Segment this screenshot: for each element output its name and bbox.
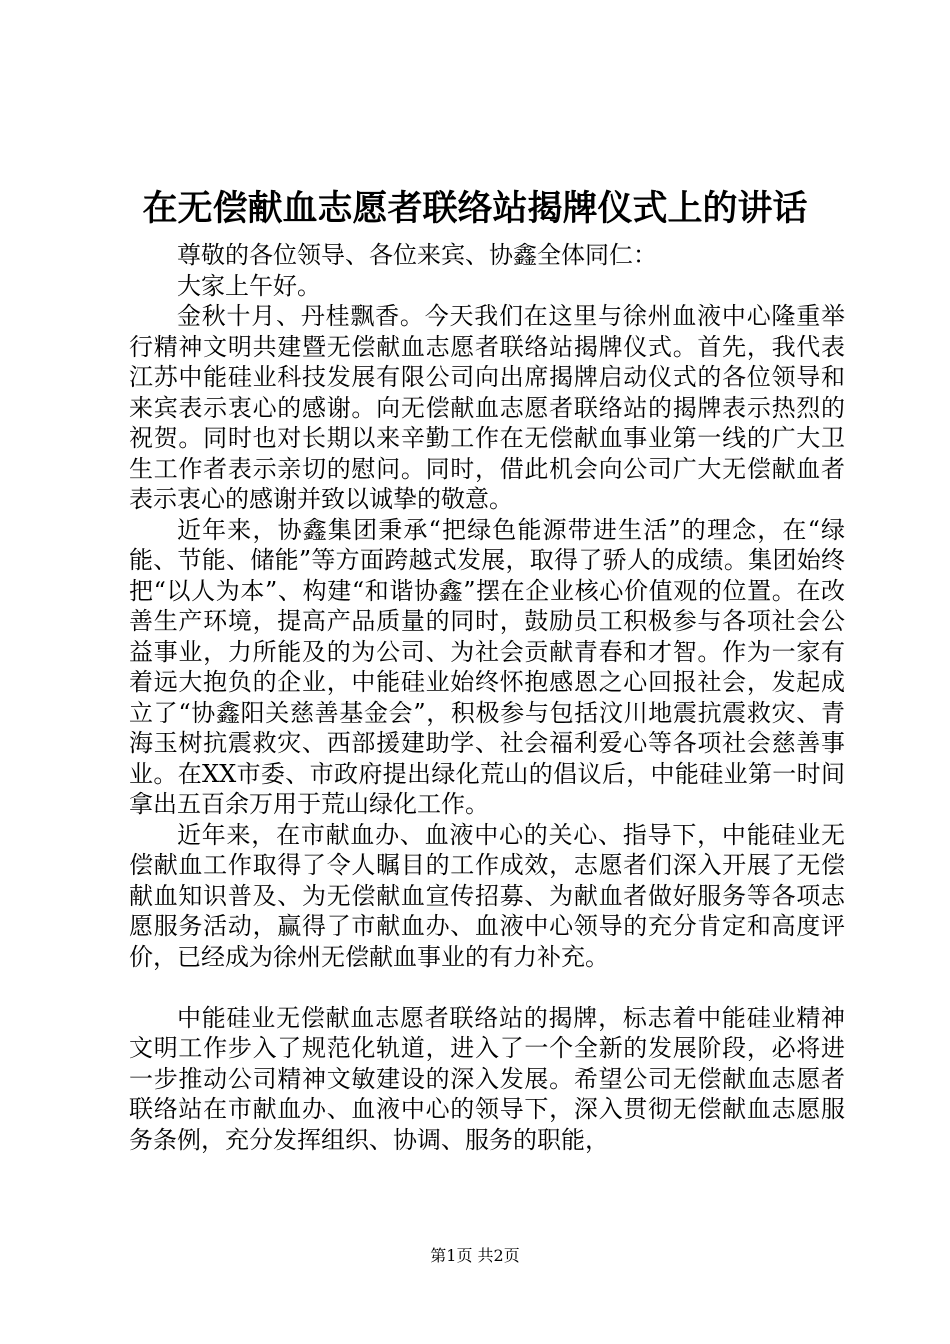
body-paragraph: 近年来，协鑫集团秉承“把绿色能源带进生活”的理念，在“绿能、节能、储能”等方面跨越式发展，取得了骄人的成绩。集团始终把“以人为本”、构建“和谐协鑫”摆在企业核心价值观的位置。在改善生产环境，提高产品质量的同时，鼓励员工积极参与各项社会公益事业，力所能及的为公司、为社会贡献青春和才智。作为一家有着远大抱负的企业，中能硅业始终怀抱感恩之心回报社会，发起成立了“协鑫阳关慈善基金会”，积极参与包括汶川地震抗震救灾、青海玉树抗震救灾、西部援建助学、社会福利爱心等各项社会慈善事业。在XX市委、市政府提出绿化荒山的倡议后，中能硅业第一时间拿出五百余万用于荒山绿化工作。 <box>129 515 845 818</box>
page-footer: 第1页 共2页 <box>430 1246 520 1265</box>
body-paragraph: 金秋十月、丹桂飘香。今天我们在这里与徐州血液中心隆重举行精神文明共建暨无偿献血志愿者联络站揭牌仪式。首先，我代表江苏中能硅业科技发展有限公司向出席揭牌启动仪式的各位领导和来宾表示衷心的感谢。向无偿献血志愿者联络站的揭牌表示热烈的祝贺。同时也对长期以来辛勤工作在无偿献血事业第一线的广大卫生工作者表示亲切的慰问。同时，借此机会向公司广大无偿献血者表示衷心的感谢并致以诚挚的敬意。 <box>129 302 845 513</box>
salutation: 尊敬的各位领导、各位来宾、协鑫全体同仁： <box>177 241 657 269</box>
document-title: 在无偿献血志愿者联络站揭牌仪式上的讲话 <box>142 188 808 229</box>
document-body <box>129 240 845 1155</box>
body-paragraph: 中能硅业无偿献血志愿者联络站的揭牌，标志着中能硅业精神文明工作步入了规范化轨道，进入了一个全新的发展阶段，必将进一步推动公司精神文敏建设的深入发展。希望公司无偿献血志愿者联络站在市献血办、血液中心的领导下，深入贯彻无偿献血志愿服务条例，充分发挥组织、协调、服务的职能， <box>129 1003 845 1154</box>
body-paragraph: 近年来，在市献血办、血液中心的关心、指导下，中能硅业无偿献血工作取得了令人瞩目的工作成效，志愿者们深入开展了无偿献血知识普及、为无偿献血宣传招募、为献血者做好服务等各项志愿服务活动，赢得了市献血办、血液中心领导的充分肯定和高度评价，已经成为徐州无偿献血事业的有力补充。 <box>129 820 845 971</box>
greeting: 大家上午好。 <box>177 271 321 300</box>
